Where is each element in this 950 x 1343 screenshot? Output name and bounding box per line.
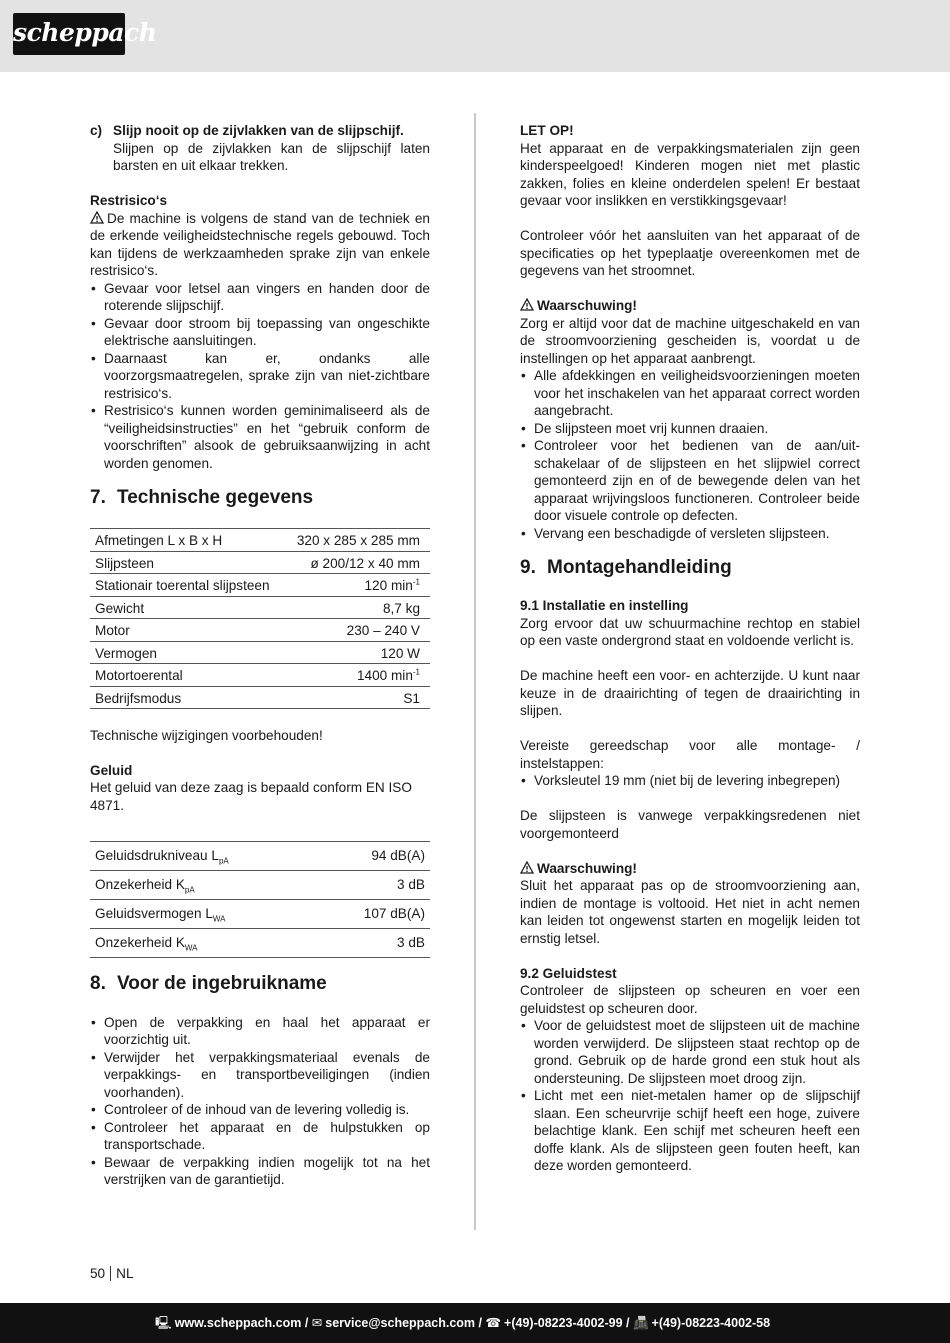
noise-label-subscript: WA bbox=[184, 943, 198, 953]
list-item: • Licht met een niet-metalen hamer op de slijpschijf slaan. Een scheurvrije schijf heeft een hoge, zuivere belachtige klank. Een schijf met scheuren heeft een doffe klank. Als de slijpsteen geen fouten heeft, kan deze worden gemonteerd. bbox=[520, 1087, 860, 1175]
section-7-number: 7. bbox=[90, 487, 106, 508]
check-text: Controleer vóór het aansluiten van het apparaat of de specificaties op het typeplaatje overeenkomen met de gegevens van het stroomnet. bbox=[520, 228, 860, 278]
subsection-9-1-text: Zorg ervoor dat uw schuurmachine rechtop en stabiel op een vaste ondergrond staat en voldoende verlicht is. bbox=[520, 615, 860, 648]
spec-value-text: 8,7 kg bbox=[382, 600, 420, 616]
item-c-content bbox=[113, 122, 430, 175]
warning-2-text: Sluit het apparaat pas op de stroomvoorziening aan, indien de montage is voltooid. Het niet in acht nemen kan leiden tot ongewenst starten en mogelijk leiden tot ernstig letsel. bbox=[520, 878, 860, 946]
restrisico-intro bbox=[90, 210, 430, 280]
noise-label bbox=[90, 899, 317, 928]
list-item: • Gevaar door stroom bij toepassing van ongeschikte elektrische aansluitingen. bbox=[90, 315, 430, 350]
subsection-9-1-heading: 9.1 Installatie en instelling bbox=[520, 598, 689, 613]
spec-value-text: 1400 min bbox=[356, 668, 413, 683]
warning-triangle-icon bbox=[90, 211, 104, 224]
noise-label bbox=[90, 870, 317, 899]
section-8-title: Voor de ingebruikname bbox=[117, 972, 327, 994]
noise-label-text: Onzekerheid K bbox=[95, 934, 185, 950]
section-8-list bbox=[90, 1014, 430, 1189]
paragraph-premount: De slijpsteen is vanwege verpakkingsredenen niet voorgemonteerd bbox=[520, 808, 860, 841]
list-item: • Open de verpakking en haal het apparaat er voorzichtig uit. bbox=[90, 1014, 430, 1049]
section-7-title: Technische gegevens bbox=[117, 487, 314, 508]
email-link[interactable]: service@scheppach.com / bbox=[325, 1316, 482, 1330]
restrisico-list bbox=[90, 280, 430, 473]
letop-text: Het apparaat en de verpakkingsmaterialen zijn geen kinderspeelgoed! Kinderen mogen niet met plastic zakken, folies en kleine onderdelen spelen! Er bestaat gevaar voor inslikken en verstikkingsgevaar! bbox=[520, 140, 860, 208]
item-c-bold: Slijp nooit op de zijvlakken van de slijpschijf. bbox=[113, 123, 404, 138]
spec-value-text: 230 – 240 V bbox=[346, 623, 420, 638]
section-9-number: 9. bbox=[520, 557, 536, 578]
spec-value-text: 120 W bbox=[380, 645, 420, 661]
computer-icon: 🖳 bbox=[155, 1316, 172, 1330]
list-item: • Alle afdekkingen en veiligheidsvoorzieningen moeten voor het inschakelen van het apparaat correct worden aangebracht. bbox=[520, 367, 860, 420]
spec-value bbox=[287, 686, 430, 709]
list-item: • Voor de geluidstest moet de slijpsteen uit de machine worden verwijderd. De slijpsteen staat rechtop op de grond. Gebruik op de harde grond een stuk hout als ondersteuning. De slijpsteen moet droog zijn. bbox=[520, 1017, 860, 1087]
spec-label: Motortoerental bbox=[90, 664, 287, 687]
spec-value-text: 120 min bbox=[364, 578, 413, 593]
item-c-text: Slijpen op de zijvlakken kan de slijpschijf laten barsten en uit elkaar trekken. bbox=[113, 140, 430, 173]
table-row bbox=[90, 928, 430, 957]
subsection-9-2-heading: 9.2 Geluidstest bbox=[520, 965, 617, 981]
noise-text: Het geluid van deze zaag is bepaald conform EN ISO 4871. bbox=[90, 780, 412, 813]
spec-value-text: 320 x 285 x 285 mm bbox=[296, 533, 420, 548]
list-item: • Gevaar voor letsel aan vingers en handen door de roterende slijpschijf. bbox=[90, 280, 430, 315]
warning-1-title: Waarschuwing! bbox=[537, 298, 637, 313]
noise-label bbox=[90, 841, 317, 870]
table-row bbox=[90, 870, 430, 899]
spec-label: Gewicht bbox=[90, 596, 287, 619]
right-column bbox=[520, 122, 860, 1175]
list-item: • Controleer of de inhoud van de levering volledig is. bbox=[90, 1101, 430, 1119]
noise-value: 107 dB(A) bbox=[317, 899, 430, 928]
list-item: • Bewaar de verpakking indien mogelijk tot na het verstrijken van de garantietijd. bbox=[90, 1154, 430, 1189]
spec-value bbox=[287, 619, 430, 642]
warning-2-heading bbox=[520, 860, 860, 878]
contact-bar bbox=[0, 1303, 950, 1343]
page-number-separator bbox=[110, 1266, 111, 1281]
noise-label-text: Geluidsdrukniveau L bbox=[95, 847, 219, 863]
fax-number: +(49)-08223-4002-58 bbox=[651, 1316, 771, 1330]
spec-label: Vermogen bbox=[90, 641, 287, 664]
noise-table bbox=[90, 841, 430, 958]
table-row bbox=[90, 574, 430, 597]
spec-value bbox=[287, 529, 430, 552]
spec-value bbox=[287, 596, 430, 619]
column-divider bbox=[474, 113, 476, 1230]
warning-1-heading bbox=[520, 297, 860, 315]
phone-number: +(49)-08223-4002-99 / bbox=[504, 1316, 630, 1330]
list-item: • Verwijder het verpakkingsmateriaal evenals de verpakkings- en transportbeveiligingen (indien voorhanden). bbox=[90, 1049, 430, 1102]
list-item: • Controleer het apparaat en de hulpstukken op transportschade. bbox=[90, 1119, 430, 1154]
page-language: NL bbox=[116, 1266, 134, 1281]
spec-value bbox=[287, 664, 430, 687]
table-row bbox=[90, 529, 430, 552]
list-item: • Restrisico‘s kunnen worden geminimaliseerd als de “veiligheidsinstructies” en het “gebruik conform de voorschriften” alsook de gebruiksaanwijzing in acht worden genomen. bbox=[90, 402, 430, 472]
spec-value bbox=[287, 641, 430, 664]
spec-value-text: S1 bbox=[403, 690, 420, 706]
section-8-heading bbox=[90, 972, 430, 996]
noise-label-text: Onzekerheid K bbox=[95, 876, 185, 892]
technical-data-table bbox=[90, 528, 430, 709]
noise-label bbox=[90, 928, 317, 957]
warning-1-text: Zorg er altijd voor dat de machine uitgeschakeld en van de stroomvoorziening gescheiden is, voordat u de instellingen op het apparaat aanbrengt. bbox=[520, 315, 860, 366]
table-row bbox=[90, 641, 430, 664]
warning-triangle-icon bbox=[520, 298, 534, 311]
scheppach-logo: scheppach bbox=[13, 13, 125, 55]
spec-value bbox=[287, 551, 430, 574]
spec-label: Motor bbox=[90, 619, 287, 642]
spec-label: Afmetingen L x B x H bbox=[90, 529, 287, 552]
sound-test-list bbox=[520, 1017, 860, 1175]
warning-triangle-icon bbox=[520, 861, 534, 874]
spec-value-text: ø 200/12 x 40 mm bbox=[310, 555, 420, 571]
table-row bbox=[90, 551, 430, 574]
item-c bbox=[90, 122, 430, 175]
noise-value: 3 dB bbox=[317, 928, 430, 957]
noise-label-text: Geluidsvermogen L bbox=[95, 905, 213, 921]
noise-label-subscript: WA bbox=[212, 914, 226, 924]
technical-note: Technische wijzigingen voorbehouden! bbox=[90, 727, 323, 743]
list-item: • Daarnaast kan er, ondanks alle voorzorgsmaatregelen, sprake zijn van niet-zichtbare restrisico‘s. bbox=[90, 350, 430, 403]
list-item: • Controleer voor het bedienen van de aan/uit-schakelaar of de slijpsteen en het slijpwiel correct gemonteerd zijn en of de bewegende delen van het apparaat wrijvingsloos functioneren. Controleer beide door visuele controle op defecten. bbox=[520, 437, 860, 525]
list-item: • Vorksleutel 19 mm (niet bij de levering inbegrepen) bbox=[520, 772, 860, 790]
section-7-heading bbox=[90, 486, 430, 510]
warning-2-title: Waarschuwing! bbox=[537, 860, 637, 876]
noise-label-subscript: pA bbox=[184, 885, 195, 895]
section-9-heading bbox=[520, 556, 860, 580]
noise-value: 94 dB(A) bbox=[317, 841, 430, 870]
spec-unit-exponent: -1 bbox=[412, 577, 420, 587]
paragraph-direction: De machine heeft een voor- en achterzijde. U kunt naar keuze in de draairichting of tegen de draairichting in slijpen. bbox=[520, 668, 860, 718]
restrisico-intro-text: De machine is volgens de stand van de techniek en de erkende veiligheidstechnische regels gebouwd. Toch kan tijdens de werkzaamheden sprake zijn van enkele restrisico‘s. bbox=[90, 210, 430, 278]
table-row bbox=[90, 596, 430, 619]
section-9-title: Montagehandleiding bbox=[547, 557, 732, 578]
noise-heading: Geluid bbox=[90, 762, 133, 778]
page-number bbox=[90, 1265, 134, 1283]
paragraph-tools: Vereiste gereedschap voor alle montage- / instelstappen: bbox=[520, 738, 860, 771]
table-row bbox=[90, 841, 430, 870]
letop-heading: LET OP! bbox=[520, 123, 574, 138]
page-number-value: 50 bbox=[90, 1266, 106, 1281]
restrisico-heading: Restrisico‘s bbox=[90, 193, 168, 208]
table-row bbox=[90, 619, 430, 642]
envelope-icon: ✉ bbox=[311, 1316, 323, 1330]
spec-label: Bedrijfsmodus bbox=[90, 686, 287, 709]
table-row bbox=[90, 899, 430, 928]
table-row bbox=[90, 664, 430, 687]
subsection-9-2-text: Controleer de slijpsteen op scheuren en voer een geluidstest op scheuren door. bbox=[520, 983, 860, 1016]
item-c-label: c) bbox=[90, 123, 103, 138]
list-item: • De slijpsteen moet vrij kunnen draaien. bbox=[520, 420, 860, 438]
table-row bbox=[90, 686, 430, 709]
phone-icon: ☎ bbox=[485, 1316, 502, 1330]
header-bar bbox=[0, 0, 950, 72]
fax-icon: 📠 bbox=[632, 1316, 649, 1330]
list-item: • Vervang een beschadigde of versleten slijpsteen. bbox=[520, 525, 860, 543]
spec-label: Slijpsteen bbox=[90, 551, 287, 574]
noise-label-subscript: pA bbox=[218, 856, 229, 866]
noise-value: 3 dB bbox=[317, 870, 430, 899]
warning-1-list bbox=[520, 367, 860, 542]
section-8-number: 8. bbox=[90, 972, 106, 994]
website-link[interactable]: www.scheppach.com / bbox=[174, 1316, 309, 1330]
spec-label: Stationair toerental slijpsteen bbox=[90, 574, 287, 597]
left-column bbox=[90, 122, 430, 1189]
spec-unit-exponent: -1 bbox=[412, 667, 420, 677]
spec-value bbox=[287, 574, 430, 597]
tools-list bbox=[520, 772, 860, 790]
